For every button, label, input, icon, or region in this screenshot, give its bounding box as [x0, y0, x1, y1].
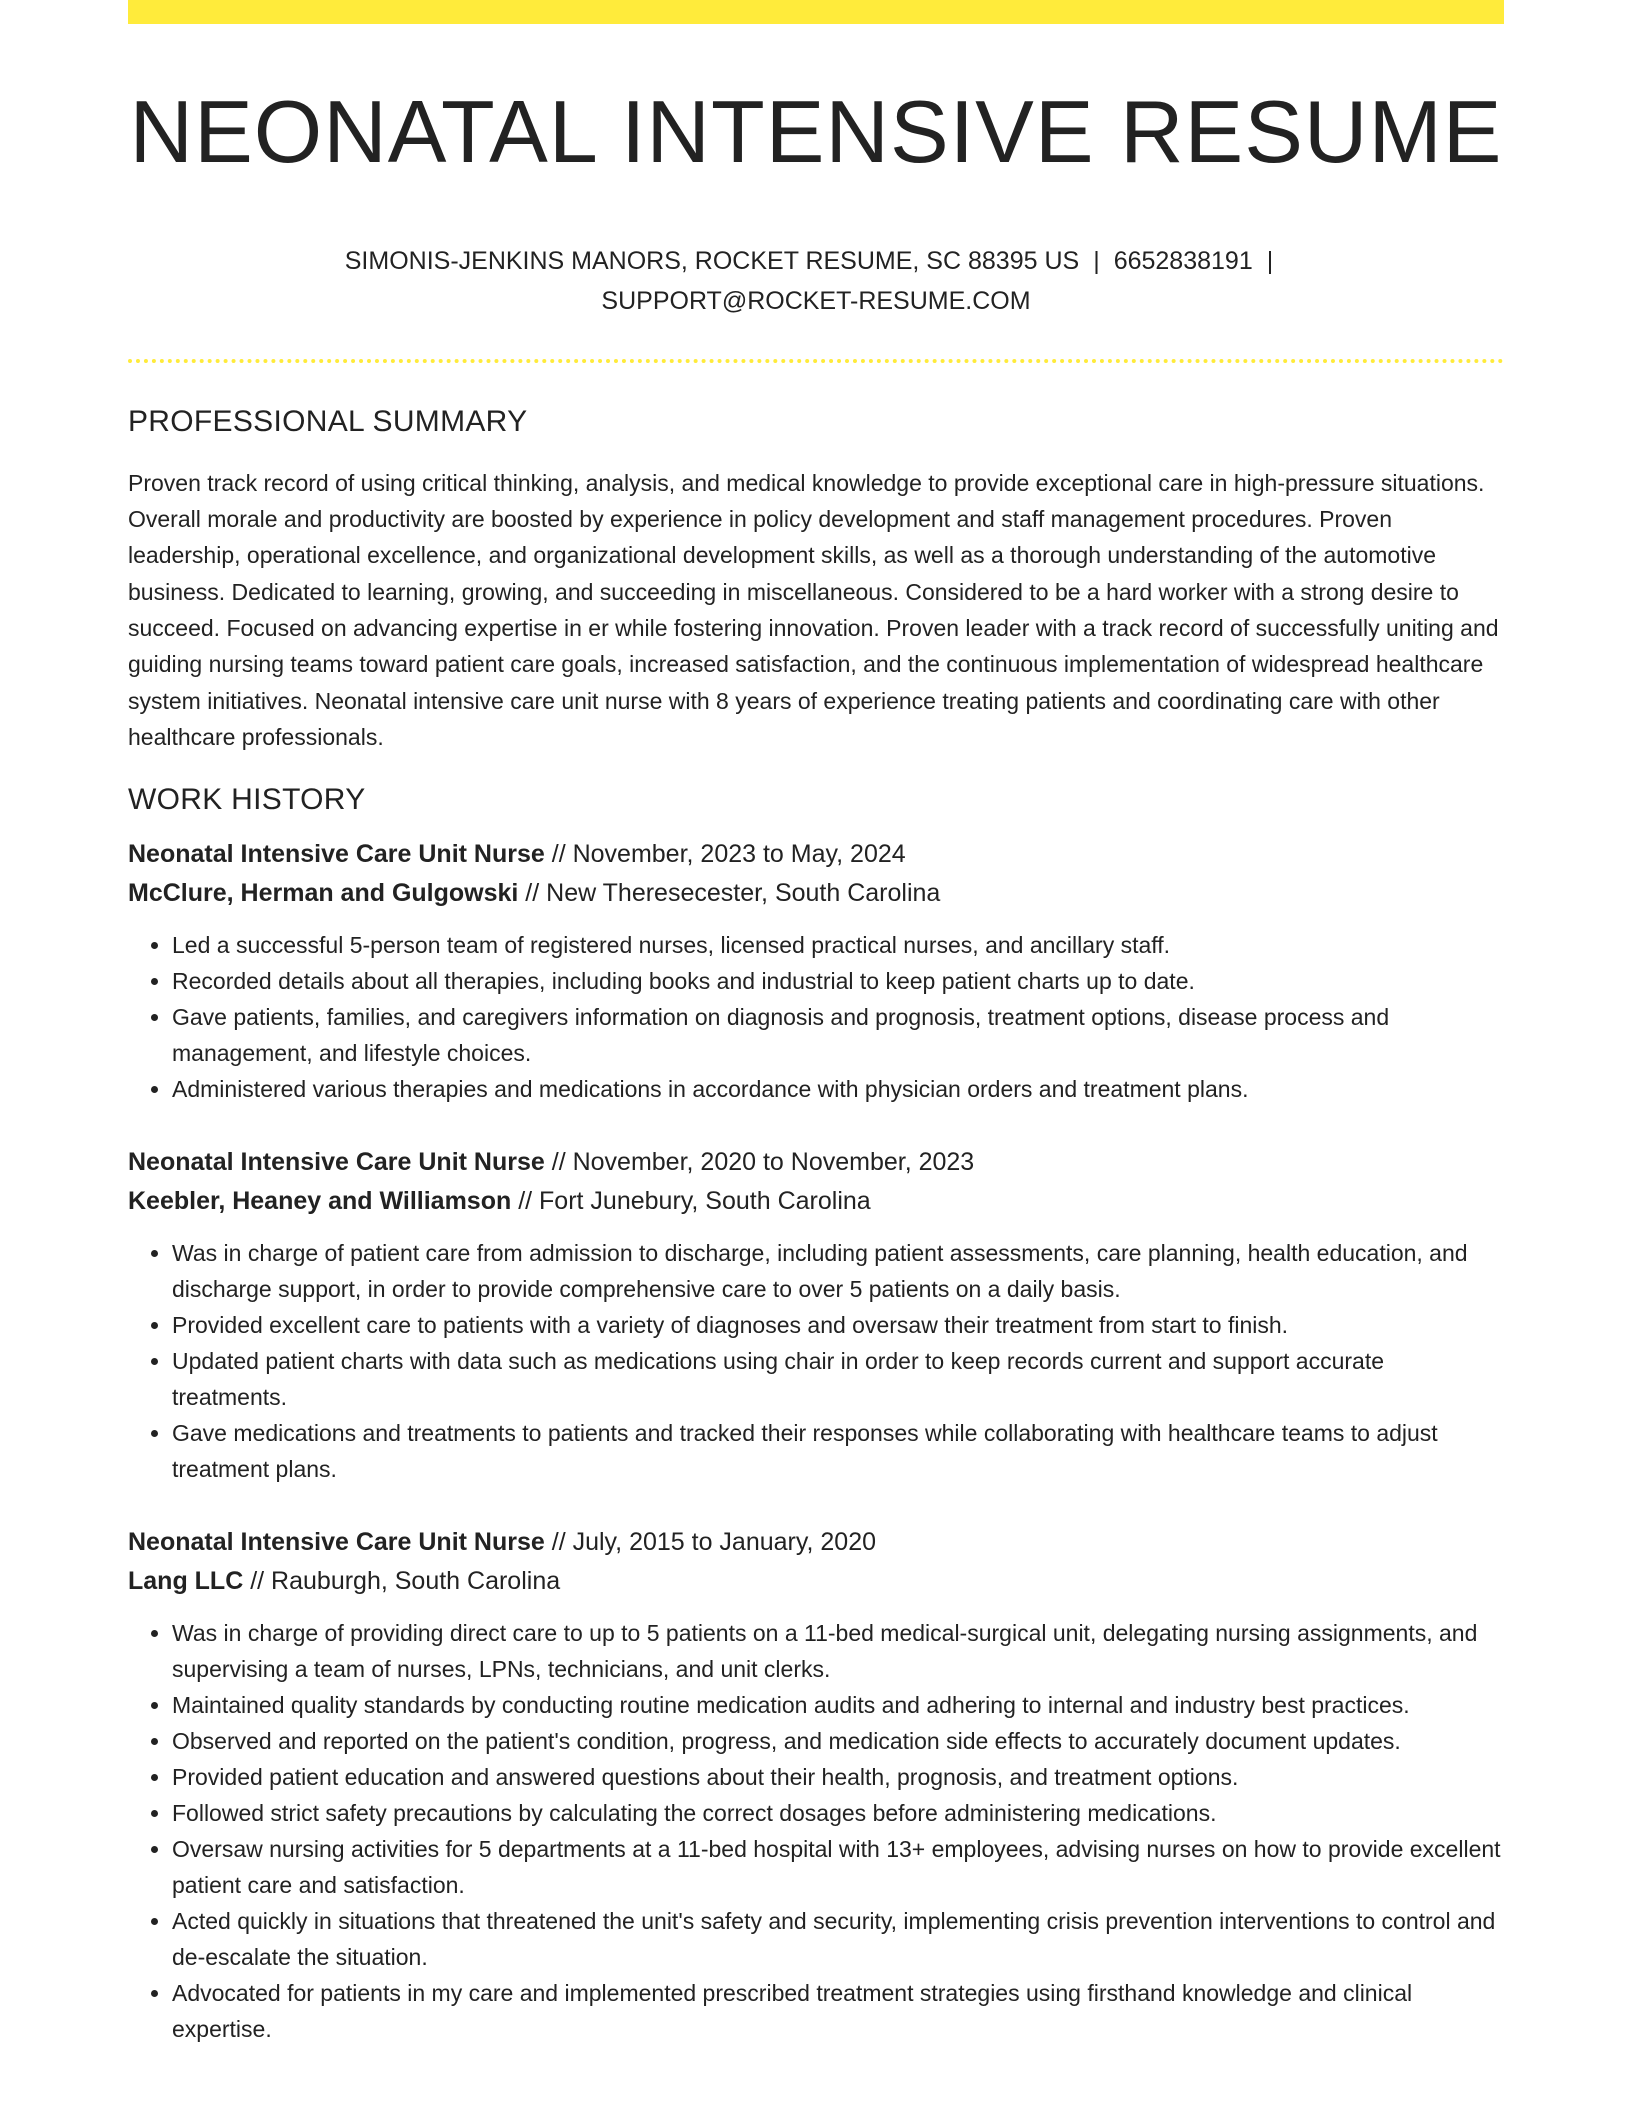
job-company-line: [128, 874, 1504, 913]
contact-info: [128, 241, 1504, 321]
bullet-item: • Provided excellent care to patients with a variety of diagnoses and oversaw their treatment from start to finish.: [172, 1307, 1504, 1343]
job-dates: // November, 2023 to May, 2024: [544, 840, 906, 869]
job-location: // Fort Junebury, South Carolina: [511, 1187, 871, 1216]
job-entry: [128, 1523, 1504, 2047]
bullet-item: • Gave medications and treatments to patients and tracked their responses while collaborating with healthcare teams to adjust treatment plans.: [172, 1415, 1504, 1487]
bullet-item: • Recorded details about all therapies, including books and industrial to keep patient charts up to date.: [172, 963, 1504, 999]
contact-email: SUPPORT@ROCKET-RESUME.COM: [601, 286, 1031, 315]
summary-heading: PROFESSIONAL SUMMARY: [128, 404, 528, 438]
job-company: Keebler, Heaney and Williamson: [128, 1187, 512, 1216]
job-title-line: [128, 1523, 1504, 1562]
job-location: // New Theresecester, South Carolina: [518, 879, 941, 908]
bullet-item: • Advocated for patients in my care and implemented prescribed treatment strategies using firsthand knowledge and clinical expertise.: [172, 1975, 1504, 2047]
summary-text: Proven track record of using critical thinking, analysis, and medical knowledge to provide exceptional care in high-pressure situations. Overall morale and productivity are boosted by experience in policy development and staff management procedures. Proven leadership, operational excellence, and organizational development skills, as well as a thorough understanding of the automotive business. Dedicated to learning, growing, and succeeding in miscellaneous. Considered to be a hard worker with a strong desire to succeed. Focused on advancing expertise in er while fostering innovation. Proven leader with a track record of successfully uniting and guiding nursing teams toward patient care goals, increased satisfaction, and the continuous implementation of widespread healthcare system initiatives. Neonatal intensive care unit nurse with 8 years of experience treating patients and coordinating care with other healthcare professionals.: [128, 469, 1499, 750]
bullet-item: • Provided patient education and answered questions about their health, prognosis, and treatment options.: [172, 1759, 1504, 1795]
job-company: Lang LLC: [128, 1567, 244, 1596]
job-title: Neonatal Intensive Care Unit Nurse: [128, 1148, 545, 1177]
job-bullets: [128, 927, 1504, 1107]
bullet-item: • Maintained quality standards by conducting routine medication audits and adhering to internal and industry best practices.: [172, 1687, 1504, 1723]
job-dates: // November, 2020 to November, 2023: [544, 1148, 975, 1177]
contact-separator: |: [1266, 246, 1274, 275]
contact-address: SIMONIS-JENKINS MANORS, ROCKET RESUME, SC 88395 US: [344, 246, 1080, 275]
bullet-item: • Acted quickly in situations that threatened the unit's safety and security, implementing crisis prevention interventions to control and de-escalate the situation.: [172, 1903, 1504, 1975]
job-title-line: [128, 1143, 1504, 1182]
job-company: McClure, Herman and Gulgowski: [128, 879, 519, 908]
job-title: Neonatal Intensive Care Unit Nurse: [128, 1528, 545, 1557]
resume-title: NEONATAL INTENSIVE RESUME: [129, 82, 1503, 181]
bullet-item: • Oversaw nursing activities for 5 departments at a 11-bed hospital with 13+ employees, advising nurses on how to provide excellent patient care and satisfaction.: [172, 1831, 1504, 1903]
job-company-line: [128, 1562, 1504, 1601]
bullet-item: • Led a successful 5-person team of registered nurses, licensed practical nurses, and ancillary staff.: [172, 927, 1504, 963]
job-company-line: [128, 1182, 1504, 1221]
job-entry: [128, 1143, 1504, 1487]
job-location: // Rauburgh, South Carolina: [243, 1567, 561, 1596]
job-bullets: [128, 1615, 1504, 2047]
job-title: Neonatal Intensive Care Unit Nurse: [128, 840, 545, 869]
work-history-heading: WORK HISTORY: [128, 783, 366, 817]
contact-phone: 6652838191: [1113, 246, 1253, 275]
bullet-item: • Administered various therapies and medications in accordance with physician orders and treatment plans.: [172, 1071, 1504, 1107]
job-entry: [128, 835, 1504, 1107]
job-dates: // July, 2015 to January, 2020: [544, 1528, 877, 1557]
contact-separator: |: [1093, 246, 1100, 275]
job-bullets: [128, 1235, 1504, 1487]
bullet-item: • Followed strict safety precautions by calculating the correct dosages before administering medications.: [172, 1795, 1504, 1831]
dotted-divider: [128, 359, 1504, 363]
bullet-item: • Observed and reported on the patient's condition, progress, and medication side effects to accurately document updates.: [172, 1723, 1504, 1759]
bullet-item: • Gave patients, families, and caregivers information on diagnosis and prognosis, treatment options, disease process and management, and lifestyle choices.: [172, 999, 1504, 1071]
resume-page: [128, 0, 1504, 2047]
bullet-item: • Updated patient charts with data such as medications using chair in order to keep records current and support accurate treatments.: [172, 1343, 1504, 1415]
bullet-item: • Was in charge of patient care from admission to discharge, including patient assessments, care planning, health education, and discharge support, in order to provide comprehensive care to over 5 patients on a daily basis.: [172, 1235, 1504, 1307]
job-title-line: [128, 835, 1504, 874]
top-accent-bar: [128, 0, 1504, 24]
bullet-item: • Was in charge of providing direct care to up to 5 patients on a 11-bed medical-surgical unit, delegating nursing assignments, and supervising a team of nurses, LPNs, technicians, and unit clerks.: [172, 1615, 1504, 1687]
